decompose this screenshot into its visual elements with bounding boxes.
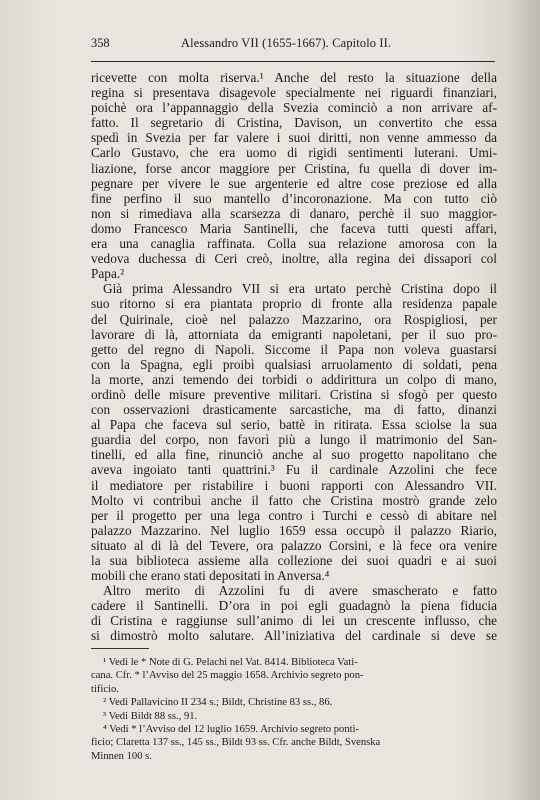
text-line: regina si presentava disagevole specialmente nei riguardi finanziari, xyxy=(91,85,497,101)
footnote-line: ⁴ Vedi * l’Avviso del 12 luglio 1659. Archivio segreto ponti- xyxy=(103,723,360,735)
footnote-line: Minnen 100 s. xyxy=(91,750,152,762)
text-line: la sua biblioteca assieme alla collezione dei suoi quadri e ai suoi xyxy=(91,553,497,568)
text-line: guardia del corpo, non favorì più a lungo il matrimonio del San- xyxy=(91,432,497,448)
text-line: si dimostrò molto salutare. All’iniziativa del cardinale si deve se xyxy=(91,628,497,644)
footnote-line: ² Vedi Pallavicino II 234 s.; Bildt, Christine 83 ss., 86. xyxy=(103,697,333,709)
text-line: la morte, anzi temendo dei torbidi o addirittura un colpo di mano, xyxy=(91,371,497,387)
text-line: suo ritorno si era piantata proprio di fronte alla residenza papale xyxy=(91,296,497,312)
text-line: domo Francesco Maria Santinelli, che faceva tutti questi affari, xyxy=(91,220,497,236)
text-line: getto del regno di Napoli. Siccome il Papa non voleva guastarsi xyxy=(91,341,497,357)
text-line: aveva ingoiato tanti quattrini.³ Fu il cardinale Azzolini che fece xyxy=(91,462,497,478)
text-line: Molto vi contribuì anche il fatto che Cristina mostrò grande zelo xyxy=(91,492,497,508)
text-line: ordinò delle misure preventive militari. Cristina si sfogò per questo xyxy=(91,386,497,402)
text-line: Papa.² xyxy=(91,266,125,282)
text-line: lavorare di là, attorniata da emigranti napoletani, per il suo pro- xyxy=(91,326,497,342)
footnotes xyxy=(91,656,495,763)
text-line: al Papa che faceva sul serio, battè in ritirata. Essa sciolse la sua xyxy=(91,417,497,433)
text-line: tinelli, ed alla fine, rinunciò anche al suo progetto napolitano che xyxy=(91,447,497,463)
page-header xyxy=(91,36,494,52)
page-number: 358 xyxy=(91,36,110,50)
footnote-line: cana. Cfr. * l’Avviso del 25 maggio 1658. Archivio segreto pon- xyxy=(91,670,364,682)
text-line: era una canaglia raffinata. Colla sua relazione amorosa con la xyxy=(91,236,497,252)
footnote-line: ³ Vedi Bildt 88 ss., 91. xyxy=(103,710,198,722)
text-line: palazzo Mazzarino. Nel luglio 1659 essa occupò il palazzo Riario, xyxy=(91,522,497,538)
footnote-rule xyxy=(91,648,149,649)
text-line: poichè ora l’appannaggio della Svezia cominciò a non arrivare af- xyxy=(91,100,497,116)
text-line: Altro merito di Azzolini fu di avere smascherato e fatto xyxy=(103,583,497,599)
text-line: per il progetto per una lega contro i Turchi e cessò di abitare nel xyxy=(91,507,497,523)
text-line: Già prima Alessandro VII si era urtato perchè Cristina dopo il xyxy=(103,281,497,297)
text-line: del Quirinale, cioè nel palazzo Mazzarino, ora Rospigliosi, per xyxy=(91,311,497,327)
page-edge-shadow xyxy=(510,0,540,800)
text-line: pegnare per vivere le sue argenterie ed altre cose preziose ed alla xyxy=(91,175,497,191)
text-line: liazione, forse ancor maggiore per Cristina, fu quella di dover im- xyxy=(91,160,497,176)
running-title: Alessandro VII (1655-1667). Capitolo II. xyxy=(181,36,392,50)
text-line: ricevette con molta riserva.¹ Anche del resto la situazione della xyxy=(91,70,497,85)
footnote-line: tificio. xyxy=(91,683,119,695)
text-line: il mediatore per ristabilire i buoni rapporti con Alessandro VII. xyxy=(91,477,497,493)
text-line: fine perfino il suo mantello d’incoronazione. Ma con tutto ciò xyxy=(91,190,497,206)
text-line: fatto. Il segretario di Cristina, Davison, un convertito che essa xyxy=(91,115,497,131)
footnote-line: ¹ Vedi le * Note di G. Pelachi nel Vat. 8414. Biblioteca Vati- xyxy=(103,657,358,668)
main-text xyxy=(91,70,497,644)
text-line: con osservazioni drasticamente sarcastiche, ma di fatto, dinanzi xyxy=(91,402,497,418)
footnote-line: ficio; Claretta 137 ss., 145 ss., Bildt 93 ss. Cfr. anche Bildt, Svenska xyxy=(91,737,381,749)
header-rule xyxy=(91,61,495,62)
text-line: non si rimediava alla scarsezza di danaro, perchè il suo maggior- xyxy=(91,205,497,221)
text-line: Carlo Gustavo, che era uomo di rigidi sentimenti luterani. Umi- xyxy=(91,145,497,161)
text-line: con la Spagna, egli proibì qualsiasi arruolamento di soldati, pena xyxy=(91,356,497,372)
text-line: mobili che erano stati depositati in Anversa.⁴ xyxy=(91,568,330,584)
text-line: situato al di là del Tevere, ora palazzo Corsini, e là fece ora venire xyxy=(91,537,497,553)
text-line: cadere il Santinelli. D’ora in poi egli guadagnò la piena fiducia xyxy=(91,598,497,614)
text-line: di Cristina e raggiunse sull’animo di lei un crescente influsso, che xyxy=(91,613,497,629)
text-line: vedova duchessa di Ceri creò, inoltre, alla regina dei dissapori col xyxy=(91,251,497,267)
text-line: spedì in Svezia per far valere i suoi diritti, non venne ammesso da xyxy=(91,130,497,146)
